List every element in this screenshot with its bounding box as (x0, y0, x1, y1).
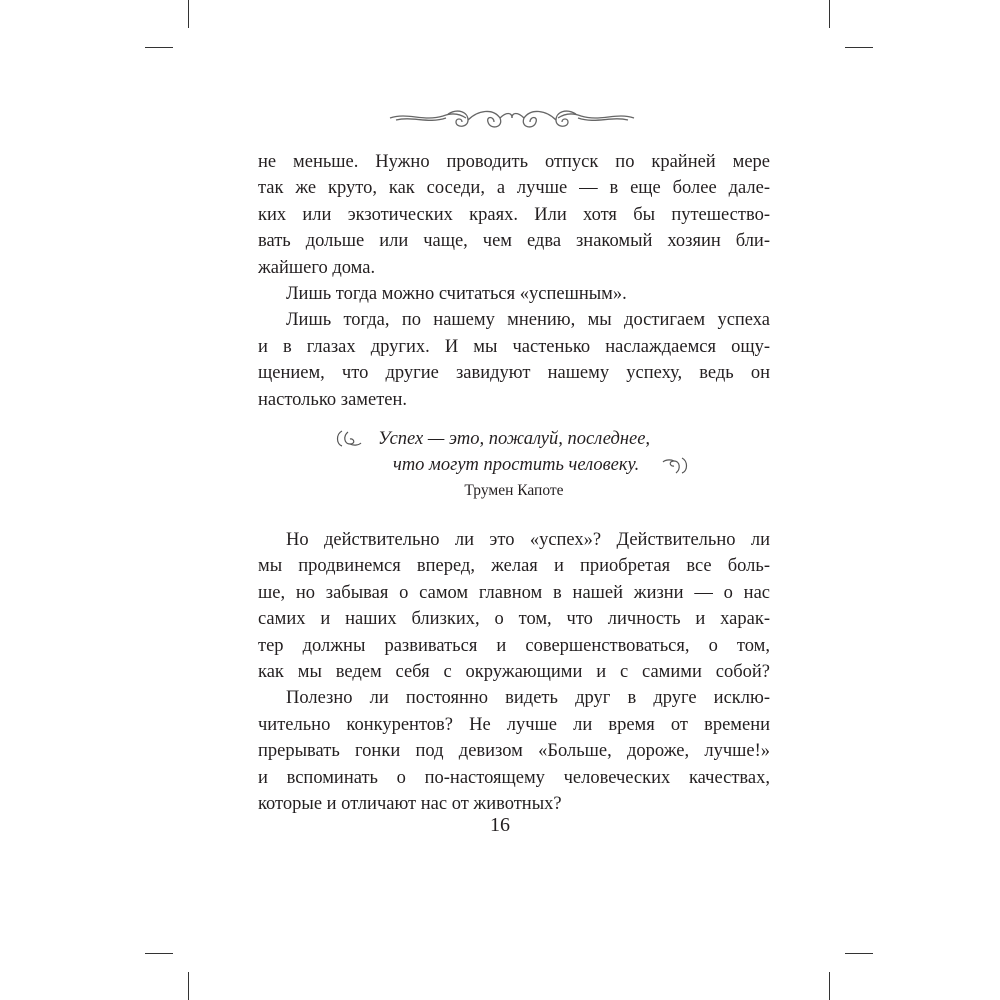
paragraph-1 (258, 149, 770, 413)
crop-mark (145, 953, 173, 954)
text-line: так же круто, как соседи, а лучше — в еще более дале- (258, 178, 770, 199)
crop-mark (845, 953, 873, 954)
text-line: Лишь тогда можно считаться «успешным». (286, 283, 627, 304)
crop-mark (145, 47, 173, 48)
flourish-ornament-icon (388, 98, 636, 138)
paragraph-4 (258, 527, 770, 817)
text-line: мы продвинемся вперед, желая и приобретая все боль- (258, 556, 770, 577)
text-line: и в глазах других. И мы частенько наслаждаемся ощу- (258, 336, 770, 357)
quote-line: Успех — это, пожалуй, последнее, (378, 429, 651, 449)
text-line: Но действительно ли это «успех»? Действительно ли (286, 530, 770, 550)
text-line: как мы ведем себя с окружающими и с самими собой? (258, 661, 770, 682)
text-line: чительно конкурентов? Не лучше ли время от времени (258, 714, 770, 735)
text-line: щением, что другие завидуют нашему успеху, ведь он (258, 363, 770, 384)
text-line: не меньше. Нужно проводить отпуск по крайней мере (258, 152, 770, 172)
crop-mark (188, 972, 189, 1000)
crop-mark (845, 47, 873, 48)
text-line: вать дольше или чаще, чем едва знакомый хозяин бли- (258, 231, 770, 252)
text-line: тер должны развиваться и совершенствоваться, о том, (258, 635, 770, 656)
text-line: Полезно ли постоянно видеть друг в друге исклю- (286, 688, 770, 709)
close-quote-ornament-icon (662, 455, 690, 477)
text-line: которые и отличают нас от животных? (258, 793, 562, 814)
quote-author: Трумен Капоте (464, 482, 564, 499)
crop-mark (829, 0, 830, 28)
text-line: прерывать гонки под девизом «Больше, дороже, лучше!» (258, 741, 770, 762)
text-line: Лишь тогда, по нашему мнению, мы достигаем успеха (286, 310, 770, 331)
open-quote-ornament-icon (334, 428, 362, 450)
quote-line: что могут простить человеку. (393, 455, 640, 475)
crop-mark (188, 0, 189, 28)
page-number: 16 (490, 814, 510, 836)
text-line: настолько заметен. (258, 389, 408, 410)
crop-mark (829, 972, 830, 1000)
text-line: ше, но забывая о самом главном в нашей жизни — о нас (258, 582, 770, 603)
text-line: и вспоминать о по-настоящему человеческих качествах, (258, 767, 770, 788)
text-line: ких или экзотических краях. Или хотя бы путешество- (258, 204, 770, 225)
text-line: жайшего дома. (258, 257, 376, 278)
text-line: самих и наших близких, о том, что личность и харак- (258, 609, 770, 630)
